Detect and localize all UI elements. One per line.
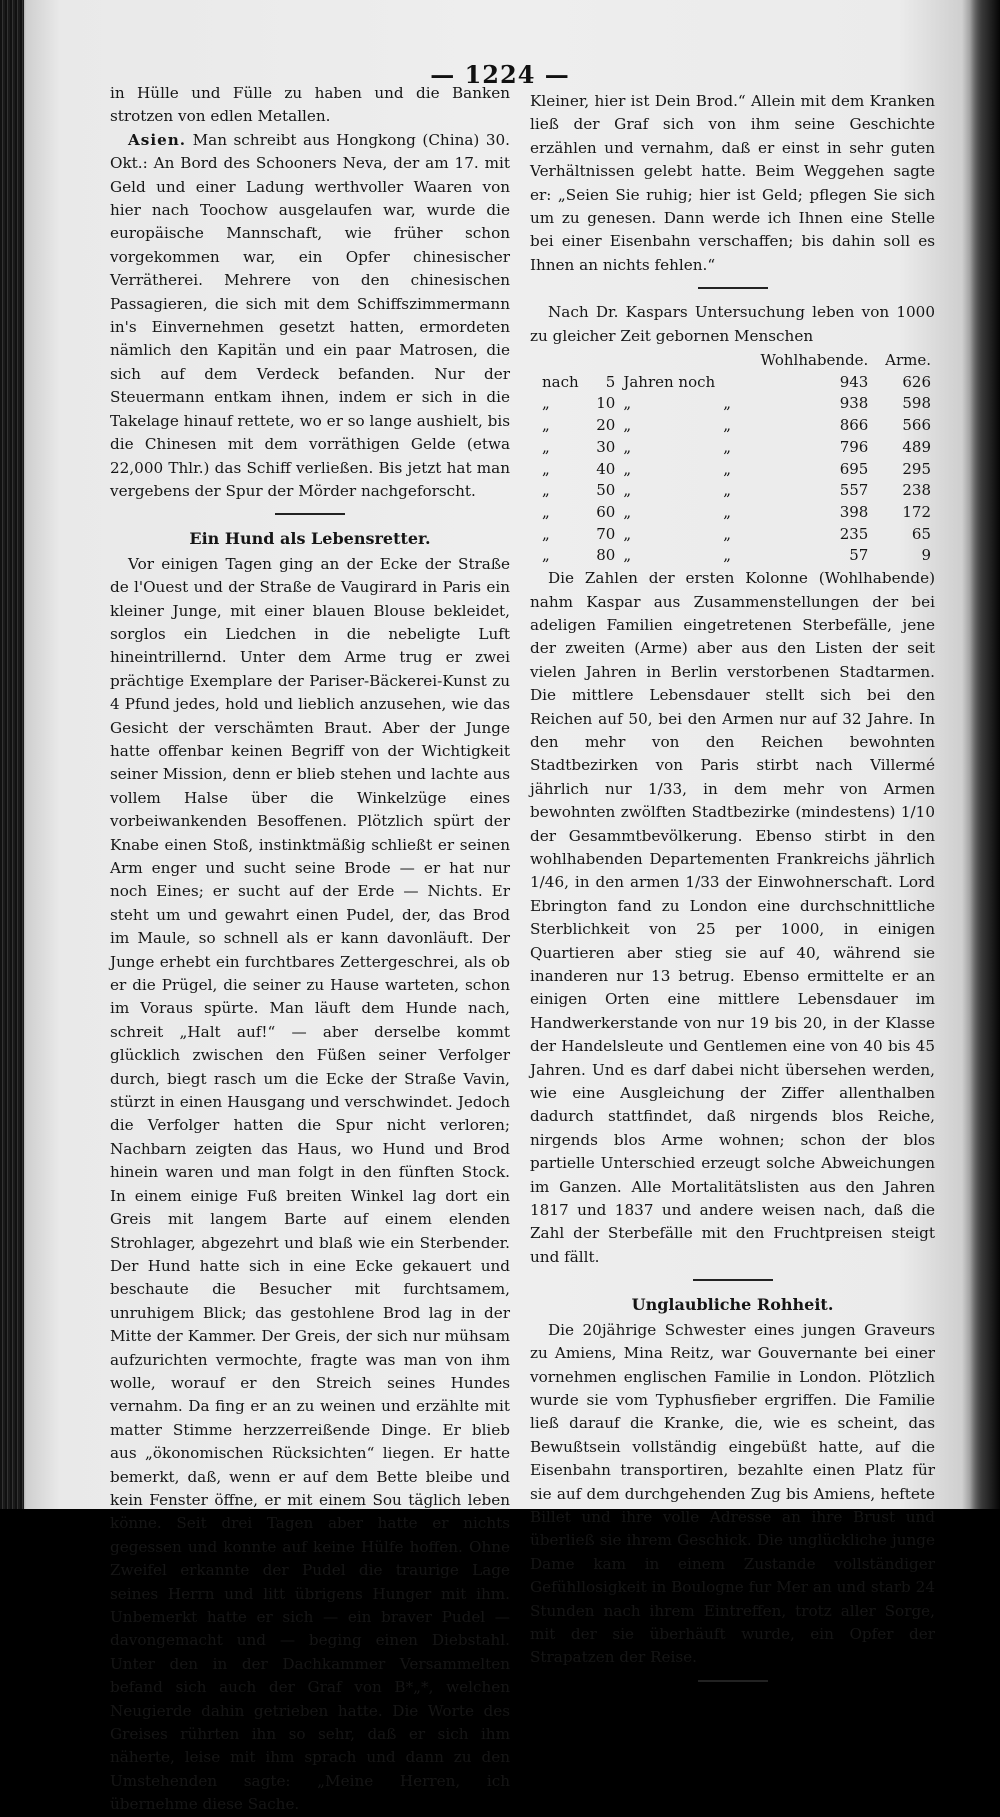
table-cell-years: 70 [596,524,616,543]
page-number: — 1224 — [430,60,570,89]
table-cell-years: 30 [596,437,616,456]
article-asia-lead: Asien. [128,130,187,149]
table-cell-mark: „ [723,502,731,521]
table-cell-label: „ [623,524,632,543]
article-asia [110,129,510,504]
table-cell-wealthy: 943 [839,372,869,391]
table-cell-label: „ [623,502,632,521]
table-cell-poor: 9 [921,546,931,565]
table-cell-wealthy: 557 [839,481,869,500]
table-cell-mark: „ [723,437,731,456]
table-cell-mark: „ [723,394,731,413]
table-cell-years: 20 [596,416,616,435]
table-cell-prefix: „ [542,502,550,521]
table-cell-years: 80 [596,546,616,565]
table-cell-years: 5 [605,372,616,391]
table-cell-prefix: nach [542,372,579,391]
table-cell-prefix: „ [542,394,550,413]
table-cell-label: „ [623,437,632,456]
mortality-table-row [538,437,935,459]
mortality-table-row [538,502,935,524]
table-cell-wealthy: 57 [849,546,869,565]
table-cell-poor: 489 [902,437,931,456]
table-cell-mark: „ [723,416,731,435]
column-header-wealthy: Wohlhabende. [760,351,869,370]
page-edge-shadow [970,0,1000,1509]
table-cell-mark: „ [723,546,731,565]
table-cell-years: 60 [596,502,616,521]
table-cell-years: 50 [596,481,616,500]
table-cell-wealthy: 796 [839,437,869,456]
table-cell-mark [719,372,748,394]
mortality-table-row [538,415,935,437]
table-cell-mark: „ [723,481,731,500]
separator-rule [693,1279,773,1281]
right-column [530,90,935,1694]
table-cell-prefix: „ [542,437,550,456]
table-cell-label: „ [623,416,632,435]
mortality-table-row [538,393,935,415]
book-binding-gutter [0,0,24,1509]
mortality-table [538,350,935,567]
table-cell-prefix: „ [542,524,550,543]
table-cell-wealthy: 866 [839,416,869,435]
table-cell-prefix: „ [542,481,550,500]
stats-intro: Nach Dr. Kaspars Untersuchung leben von 1000 zu gleicher Zeit gebornen Menschen [530,303,935,345]
table-cell-label: „ [623,459,632,478]
table-cell-poor: 65 [911,524,931,543]
end-rule [698,1680,768,1682]
separator-rule [698,287,768,289]
left-column [110,82,510,1817]
table-cell-prefix: „ [542,416,550,435]
table-cell-mark: „ [723,524,731,543]
article-dog-text: Vor einigen Tagen ging an der Ecke der Straße de l'Ouest und der Straße de Vaugirard in Paris ein kleiner Junge, mit einer blauen Blouse bekleidet, sorglos ein Liedchen in die nebeligte Luft hineintrillernd. Unter dem Arme trug er zwei prächtige Exemplare der Pariser-Bäckerei-Kunst zu 4 Pfund jedes, hold und lieblich anzusehen, wie das Gesicht der verschämten Braut. Aber der Junge hatte offenbar keinen Begriff von der Wichtigkeit seiner Mission, denn er blieb stehen und lachte aus vollem Halse über die Winkelzüge eines vorbeiwankenden Besoffenen. Plötzlich spürt der Knabe einen Stoß, instinktmäßig schließt er seinen Arm enger und sucht seine Brode — er hat nur noch Eines; er sucht auf der Erde — Nichts. Er steht um und gewahrt einen Pudel, der, das Brod im Maule, so schnell als er kann davonläuft. Der Junge erhebt ein furchtbares Zettergeschrei, als ob er die Prügel, die seiner zu Hause warteten, schon im Voraus spürte. Man läuft dem Hunde nach, schreit „Halt auf!“ — aber derselbe kommt glücklich zwischen den Füßen seiner Verfolger durch, biegt rasch um die Ecke der Straße Vavin, stürzt in einen Hausgang und verschwindet. Jedoch die Verfolger hatten die Spur nicht verloren; Nachbarn zeigten das Haus, wo Hund und Brod hinein waren und man folgt in den fünften Stock. In einem einige Fuß breiten Winkel lag dort ein Greis mit langem Barte auf einem elenden Strohlager, abgezehrt und blaß wie ein Sterbender. Der Hund hatte sich in eine Ecke gekauert und beschaute die Besucher mit furchtsamem, unruhigem Blick; das gestohlene Brod lag in der Mitte der Kammer. Der Greis, der sich nur mühsam aufzurichten vermochte, fragte was man von ihm wolle, worauf er den Streich seines Hundes vernahm. Da fing er an zu weinen und erzählte mit matter Stimme herzzerreißende Dinge. Er blieb aus „ökonomischen Rücksichten“ liegen. Er hatte bemerkt, daß, wenn er auf dem Bette bleibe und kein Fenster öffne, er mit einem Sou täglich leben könne. Seit drei Tagen aber hatte er nichts gegessen und konnte auf keine Hülfe hoffen. Ohne Zweifel erkannte der Pudel die traurige Lage seines Herrn und litt übrigens Hunger mit ihm. Unbemerkt hatte er sich — ein braver Pudel — davongemacht und — beging einen Diebstahl. Unter den in der Dachkammer Versammelten befand sich auch der Graf von B*„*, welchen Neugierde dahin getrieben hatte. Die Worte des Greises rührten ihn so sehr, daß er sich ihm näherte, leise mit ihm sprach und dann zu den Umstehenden sagte: „Meine Herren, ich übernehme diese Sache. [110,554,510,1814]
table-cell-wealthy: 398 [839,502,869,521]
table-cell-wealthy: 235 [839,524,869,543]
table-cell-prefix: „ [542,459,550,478]
table-cell-wealthy: 695 [839,459,869,478]
table-cell-label: „ [623,546,632,565]
table-cell-poor: 172 [902,502,931,521]
table-cell-years: 40 [596,459,616,478]
mortality-table-row [538,480,935,502]
mortality-table-row [538,459,935,481]
table-cell-poor: 598 [902,394,931,413]
table-cell-mark: „ [723,459,731,478]
table-cell-years: 10 [596,394,616,413]
stats-commentary: Die Zahlen der ersten Kolonne (Wohlhabende) nahm Kaspar aus Zusammenstellungen der bei adeligen Familien eingetretenen Sterbefälle, jene der zweiten (Arme) aber aus den Listen der seit vielen Jahren in Berlin verstorbenen Stadtarmen. Die mittlere Lebensdauer stellt sich bei den Reichen auf 50, bei den Armen nur auf 32 Jahre. In den mehr von den Reichen bewohnten Stadtbezirken von Paris stirbt nach Villermé jährlich nur 1/33, in dem mehr von Armen bewohnten zwölften Stadtbezirke (mindestens) 1/10 der Gesammtbevölkerung. Ebenso stirbt in den wohlhabenden Departementen Frankreichs jährlich 1/46, in den armen 1/33 der Einwohnerschaft. Lord Ebrington fand zu London eine durchschnittliche Sterblichkeit von 25 per 1000, in einigen Quartieren aber stieg sie auf 40, während sie inanderen nur 13 betrug. Ebenso ermittelte er an einigen Orten eine mittlere Lebensdauer im Handwerkerstande von nur 19 bis 20, in der Klasse der Handelsleute und Gentlemen eine von 40 bis 45 Jahren. Und es darf dabei nicht übersehen werden, wie eine Ausgleichung der Ziffer allenthalben dadurch stattfindet, daß nirgends blos Reiche, nirgends blos Arme wohnen; schon der blos partielle Unterschied erzeugt solche Abweichungen im Ganzen. Alle Mortalitätslisten aus den Jahren 1817 und 1837 und andere weisen nach, daß die Zahl der Sterbefälle mit den Fruchtpreisen steigt und fällt. [530,569,935,1266]
table-cell-poor: 626 [902,372,931,391]
table-cell-poor: 295 [902,459,931,478]
article-brutality-text: Die 20jährige Schwester eines jungen Graveurs zu Amiens, Mina Reitz, war Gouvernante bei einer vornehmen englischen Familie in London. Plötzlich wurde sie vom Typhusfieber ergriffen. Die Familie ließ darauf die Kranke, die, wie es scheint, das Bewußtsein vollständig eingebüßt hatte, auf die Eisenbahn transportiren, bezahlte einen Platz für sie auf dem durchgehenden Zug bis Amiens, heftete Billet und ihre volle Adresse an ihre Brust und überließ sie ihrem Geschick. Die unglückliche junge Dame kam in einem Zustande vollständiger Gefühllosigkeit in Boulogne fur Mer an und starb 24 Stunden nach ihrem Eintreffen, trotz aller Sorge, mit der sie überhäuft wurde, ein Opfer der Strapatzen der Reise. [530,1320,935,1667]
separator-rule [275,513,345,515]
paragraph-dog-continued: Kleiner, hier ist Dein Brod.“ Allein mit dem Kranken ließ der Graf sich von ihm seine Geschichte erzählen und vernahm, daß er einst in sehr guten Verhältnissen gelebt hatte. Beim Weggehen sagte er: „Seien Sie ruhig; hier ist Geld; pflegen Sie sich um zu genesen. Dann werde ich Ihnen eine Stelle bei einer Eisenbahn verschaffen; bis dahin soll es Ihnen an nichts fehlen.“ [530,92,935,274]
column-header-poor: Arme. [885,351,931,370]
mortality-table-row [538,372,935,394]
table-cell-prefix: „ [542,546,550,565]
table-cell-poor: 566 [902,416,931,435]
paragraph-metals: in Hülle und Fülle zu haben und die Banken strotzen von edlen Metallen. [110,84,510,126]
table-cell-label: Jahren noch [623,372,716,391]
table-cell-wealthy: 938 [839,394,869,413]
table-cell-label: „ [623,394,632,413]
article-asia-text: Man schreibt aus Hongkong (China) 30. Okt.: An Bord des Schooners Neva, der am 17. mit Geld und einer Ladung werthvoller Waaren von hier nach Toochow ausgelaufen war, wurde die europäische Mannschaft, wie früher schon vorgekommen war, ein Opfer chinesischer Verrätherei. Mehrere von den chinesischen Passagieren, die sich mit dem Schiffszimmermann in's Einvernehmen gesetzt hatten, ermordeten nämlich den Kapitän und ein paar Matrosen, die sich auf dem Verdeck befanden. Nur der Steuermann entkam ihnen, indem er sich in die Takelage hinauf rettete, wo er so lange aushielt, bis die Chinesen mit dem vorräthigen Gelde (etwa 22,000 Thlr.) das Schiff verließen. Bis jetzt hat man vergebens der Spur der Mörder nachgeforscht. [110,130,510,500]
mortality-table-row [538,545,935,567]
heading-brutality: Unglaubliche Rohheit. [631,1295,834,1315]
table-cell-label: „ [623,481,632,500]
mortality-table-row [538,524,935,546]
table-cell-poor: 238 [902,481,931,500]
heading-dog-lifesaver: Ein Hund als Lebensretter. [189,529,431,549]
